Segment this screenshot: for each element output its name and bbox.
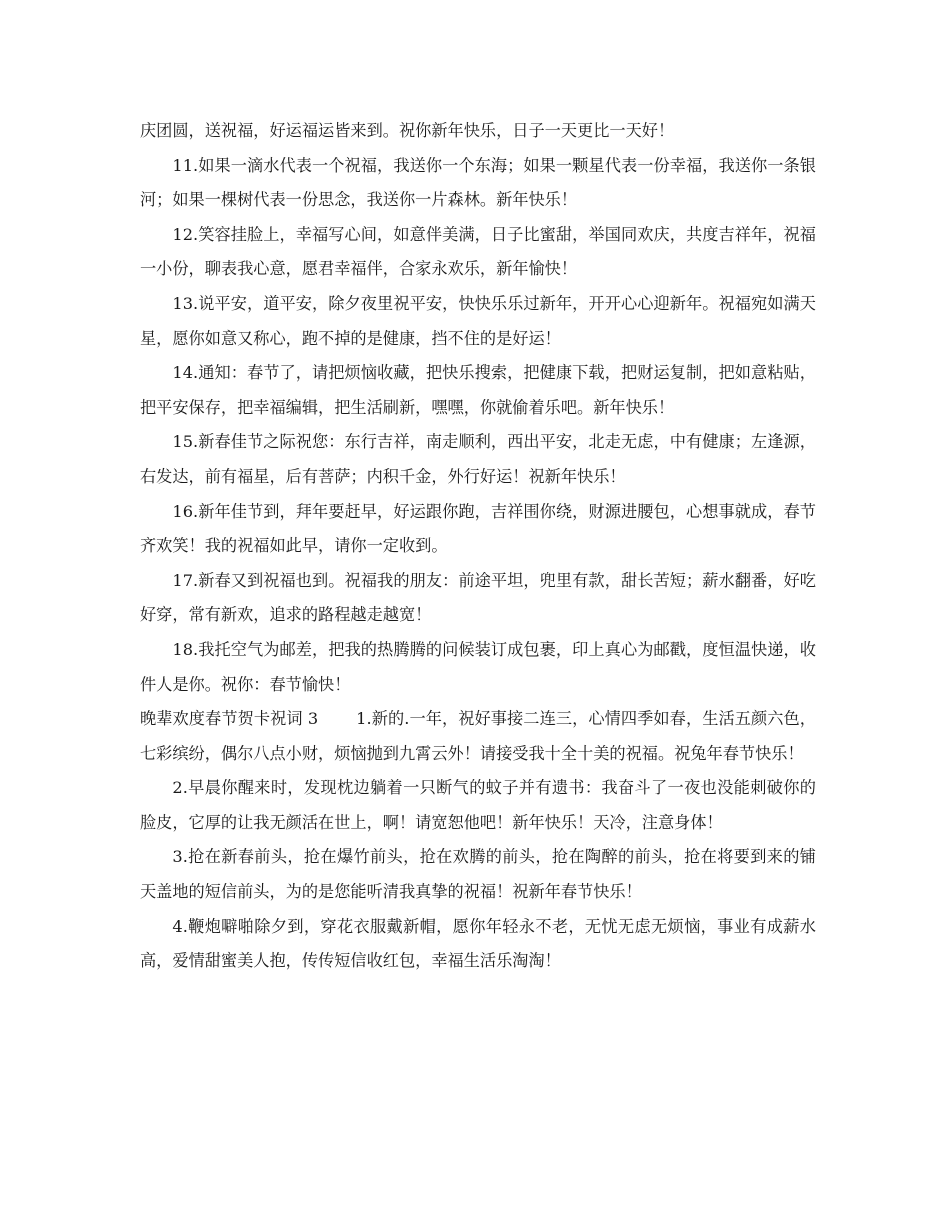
- paragraph-18: 18.我托空气为邮差，把我的热腾腾的问候装订成包裹，印上真心为邮戳，度恒温快递，收件人是你。祝你：春节愉快！: [140, 639, 816, 694]
- document-page: [140, 114, 816, 979]
- section-paragraph-2: 2.早晨你醒来时，发现枕边躺着一只断气的蚊子并有遗书：我奋斗了一夜也没能刺破你的脸皮，它厚的让我无颜活在世上，啊！请宽恕他吧！新年快乐！天冷，注意身体！: [140, 778, 816, 832]
- section-paragraph-3: 3.抢在新春前头，抢在爆竹前头，抢在欢腾的前头，抢在陶醉的前头，抢在将要到来的铺天盖地的短信前头，为的是您能听清我真挚的祝福！祝新年春节快乐！: [140, 847, 816, 902]
- paragraph-11: 11.如果一滴水代表一个祝福，我送你一个东海；如果一颗星代表一份幸福，我送你一条银河；如果一棵树代表一份思念，我送你一片森林。新年快乐！: [140, 155, 816, 210]
- paragraph-15: 15.新春佳节之际祝您：东行吉祥，南走顺利，西出平安，北走无虑，中有健康；左逢源，右发达，前有福星，后有菩萨；内积千金，外行好运！祝新年快乐！: [140, 432, 816, 486]
- paragraph-17: 17.新春又到祝福也到。祝福我的朋友：前途平坦，兜里有款，甜长苦短；薪水翻番，好吃好穿，常有新欢，追求的路程越走越宽！: [140, 570, 816, 625]
- section-paragraph-1-text: 1.新的.一年，祝好事接二连三，心情四季如春，生活五颜六色，七彩缤纷，偶尔八点小财，烦恼抛到九霄云外！请接受我十全十美的祝福。祝兔年春节快乐！: [140, 709, 816, 763]
- section-paragraph-1: [140, 702, 816, 771]
- paragraph-14: 14.通知：春节了，请把烦恼收藏，把快乐搜索，把健康下载，把财运复制，把如意粘贴，把平安保存，把幸福编辑，把生活刷新，嘿嘿，你就偷着乐吧。新年快乐！: [140, 363, 816, 417]
- paragraph-16: 16.新年佳节到，拜年要赶早，好运跟你跑，吉祥围你绕，财源进腰包，心想事就成，春节齐欢笑！我的祝福如此早，请你一定收到。: [140, 501, 816, 556]
- section-heading: 晚辈欢度春节贺卡祝词 3: [140, 709, 319, 729]
- paragraph-13: 13.说平安，道平安，除夕夜里祝平安，快快乐乐过新年，开开心心迎新年。祝福宛如满天星，愿你如意又称心，跑不掉的是健康，挡不住的是好运！: [140, 293, 816, 348]
- paragraph-12: 12.笑容挂脸上，幸福写心间，如意伴美满，日子比蜜甜，举国同欢庆，共度吉祥年，祝福一小份，聊表我心意，愿君幸福伴，合家永欢乐，新年愉快！: [140, 224, 816, 279]
- paragraph-continuation: 庆团圆，送祝福，好运福运皆来到。祝你新年快乐，日子一天更比一天好！: [140, 121, 675, 140]
- section-paragraph-4: 4.鞭炮噼啪除夕到，穿花衣服戴新帽，愿你年轻永不老，无忧无虑无烦恼，事业有成薪水高，爱情甜蜜美人抱，传传短信收红包，幸福生活乐淘淘！: [140, 916, 816, 971]
